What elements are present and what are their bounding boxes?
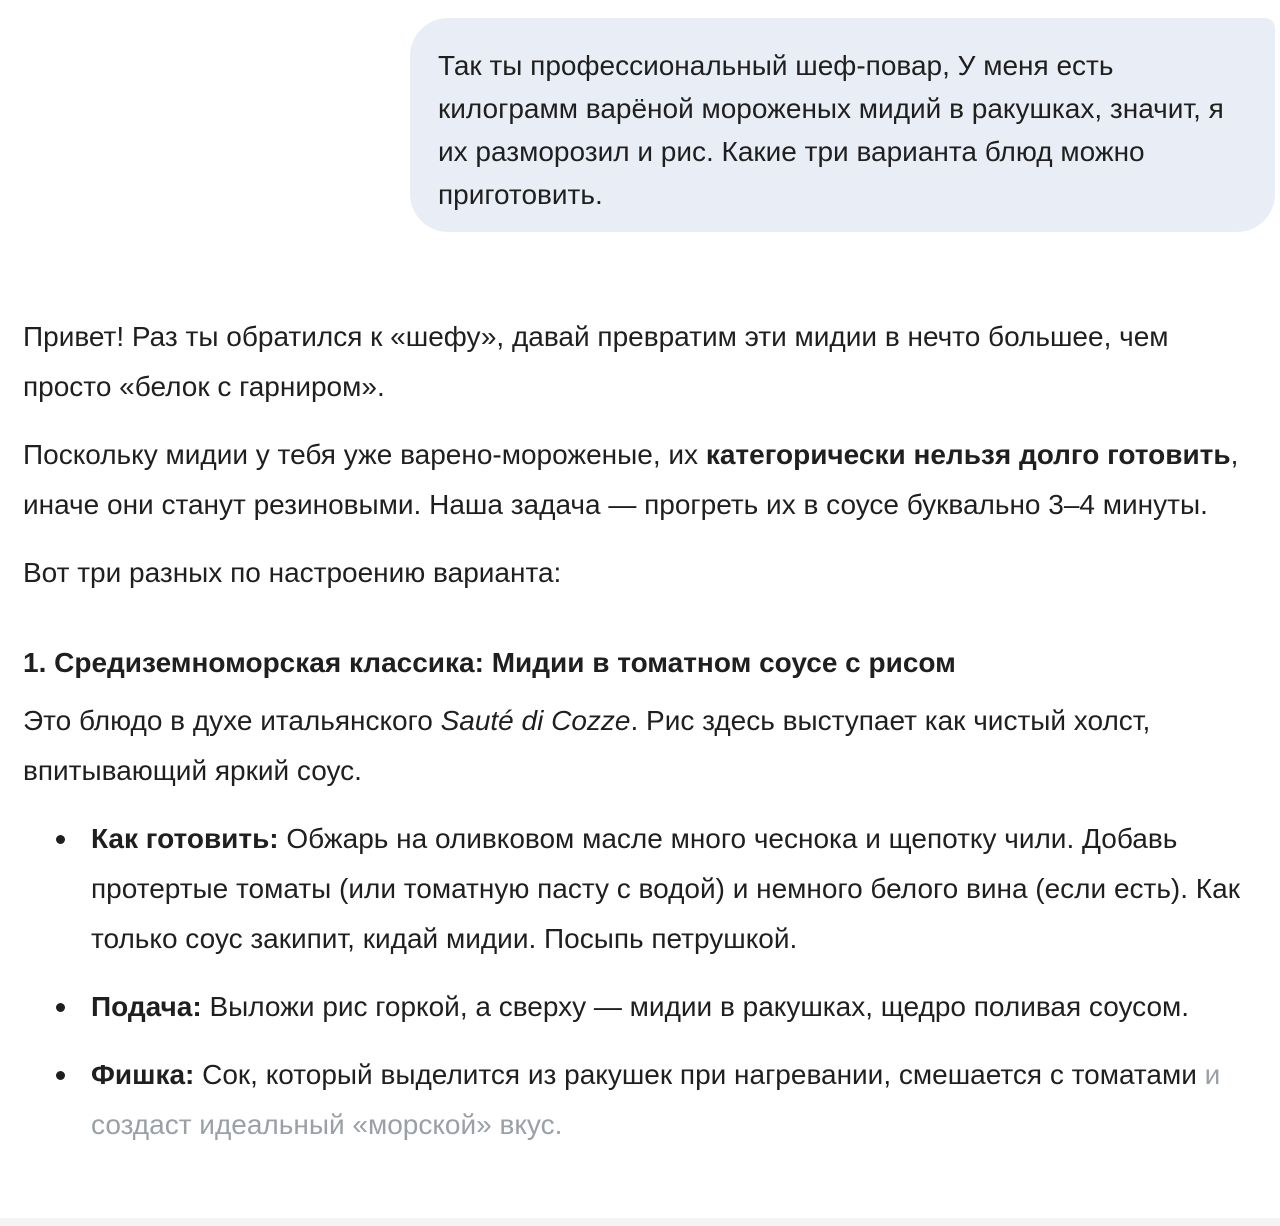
tips-list bbox=[23, 814, 1263, 1150]
user-message-bubble bbox=[410, 18, 1275, 232]
tip-text-faded: и создаст идеальный «морской» вкус. bbox=[91, 1059, 1221, 1140]
bullet-icon bbox=[56, 835, 65, 844]
dish-name-italic: Sauté di Cozze bbox=[440, 705, 631, 736]
bullet-icon bbox=[56, 1003, 65, 1012]
section-heading: 1. Средиземноморская классика: Мидии в томатном соусе с рисом bbox=[23, 647, 956, 678]
user-message-text: Так ты профессиональный шеф-повар, У меня есть килограмм варёной мороженых мидий в ракушках, значит, я их разморозил и рис. Какие три варианта блюд можно приготовить. bbox=[438, 50, 1224, 210]
response-lead: Вот три разных по настроению варианта: bbox=[23, 557, 562, 588]
tip-text: Выложи рис горкой, а сверху — мидии в ракушках, щедро поливая соусом. bbox=[201, 991, 1190, 1022]
bottom-divider bbox=[0, 1218, 1280, 1226]
bullet-icon bbox=[56, 1071, 65, 1080]
tip-text: Обжарь на оливковом масле много чеснока и щепотку чили. Добавь протертые томаты (или томатную пасту с водой) и немного белого вина (если есть). Как только соус закипит, кидай мидии. Посыпь петрушкой. bbox=[91, 823, 1240, 954]
tip-label: Фишка: bbox=[91, 1059, 195, 1090]
list-item bbox=[23, 814, 1263, 964]
response-warning: Поскольку мидии у тебя уже варено-мороженые, их категорически нельзя долго готовить, иначе они станут резиновыми. Наша задача — прогреть их в соусе буквально 3–4 минуты. bbox=[23, 439, 1239, 520]
warning-emphasis: категорически нельзя долго готовить bbox=[705, 439, 1231, 470]
list-item bbox=[23, 1050, 1263, 1150]
response-intro: Привет! Раз ты обратился к «шефу», давай превратим эти мидии в нечто большее, чем просто «белок с гарниром». bbox=[23, 321, 1169, 402]
tip-label: Подача: bbox=[91, 991, 202, 1022]
section-description: Это блюдо в духе итальянского Sauté di Cozze. Рис здесь выступает как чистый холст, впитывающий яркий соус. bbox=[23, 705, 1151, 786]
assistant-response bbox=[23, 312, 1263, 1168]
tip-label: Как готовить: bbox=[91, 823, 279, 854]
tip-text: Сок, который выделится из ракушек при нагревании, смешается с томатами bbox=[194, 1059, 1205, 1090]
list-item bbox=[23, 982, 1263, 1032]
